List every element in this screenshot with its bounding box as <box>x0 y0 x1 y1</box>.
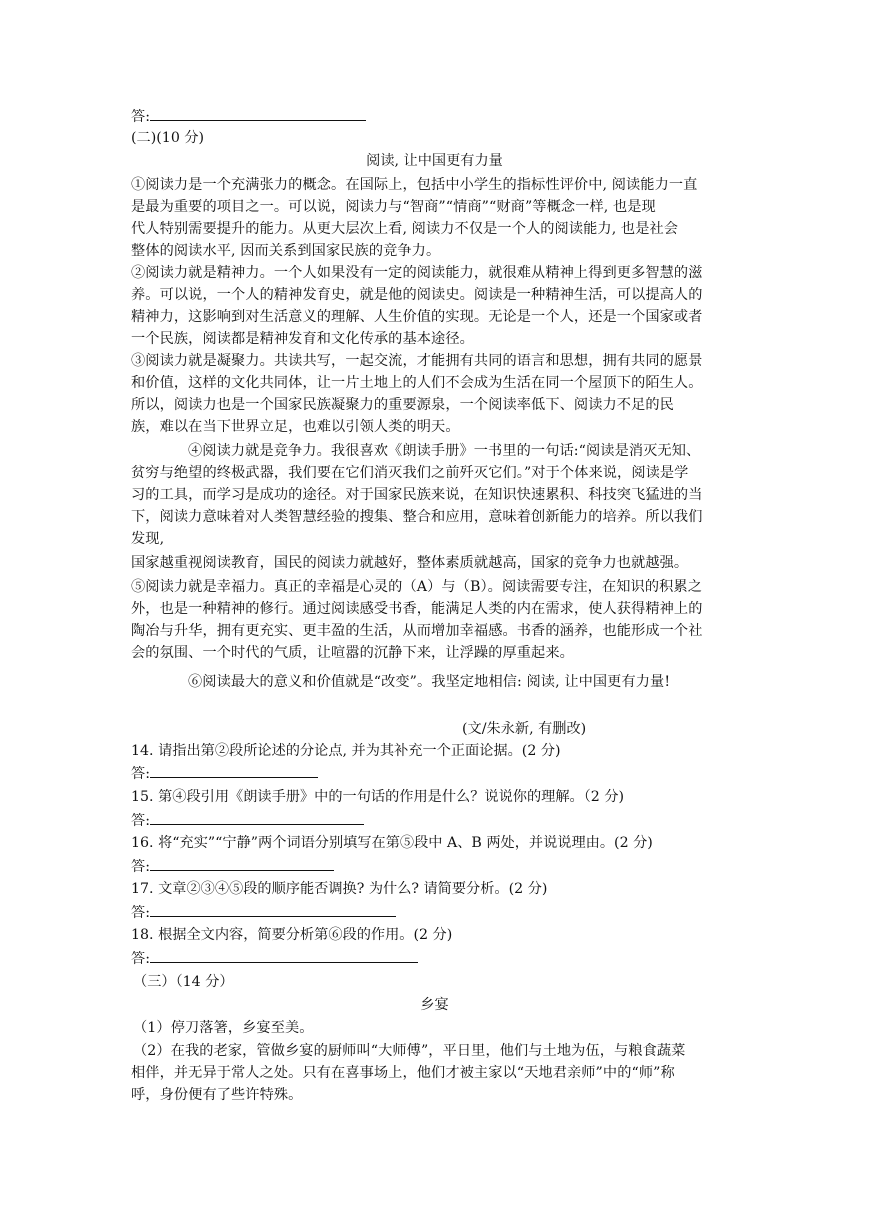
paragraph-line: 发现, <box>131 531 165 547</box>
paragraph-line: 下，阅读力意味着对人类智慧经验的搜集、整合和应用，意味着创新能力的培养。所以我们 <box>131 509 703 525</box>
paragraph-line: 陶冶与升华，拥有更充实、更丰盈的生活，从而增加幸福感。书香的涵养，也能形成一个社 <box>131 623 703 639</box>
paragraph-line: 整体的阅读水平, 因而关系到国家民族的竞争力。 <box>131 243 441 259</box>
paragraph-line: 习的工具，而学习是成功的途径。对于国家民族来说，在知识快速累积、科技突飞猛进的当 <box>131 487 703 503</box>
answer-label: 答: <box>131 109 150 125</box>
answer-label: 答: <box>131 766 150 782</box>
question-16: 16. 将“充实”“宁静”两个词语分别填写在第⑤段中 A、B 两处，并说说理由。(2 分) <box>131 835 653 851</box>
question-15: 15. 第④段引用《朗读手册》中的一句话的作用是什么？说说你的理解。（2 分) <box>131 789 625 805</box>
answer-line-17 <box>131 902 396 923</box>
article-title: 乡宴 <box>420 997 449 1013</box>
answer-label: 答: <box>131 951 150 967</box>
paragraph-line: 外，也是一种精神的修行。通过阅读感受书香，能满足人类的内在需求，使人获得精神上的 <box>131 601 703 617</box>
answer-blank[interactable] <box>150 856 334 871</box>
paragraph-line: 养。可以说，一个人的精神发育史，就是他的阅读史。阅读是一种精神生活，可以提高人的 <box>131 287 703 303</box>
answer-blank[interactable] <box>150 106 366 121</box>
paragraph-line: ②阅读力就是精神力。一个人如果没有一定的阅读能力，就很难从精神上得到更多智慧的滋 <box>131 265 703 281</box>
answer-line-16 <box>131 856 334 877</box>
answer-blank[interactable] <box>150 902 396 917</box>
article-source: (文/朱永新, 有删改) <box>462 721 587 737</box>
paragraph-line: 所以，阅读力也是一个国家民族凝聚力的重要源泉，一个阅读率低下、阅读力不足的民 <box>131 397 674 413</box>
answer-line-18 <box>131 948 418 969</box>
paragraph-line: 精神力，这影响到对生活意义的理解、人生价值的实现。无论是一个人，还是一个国家或者 <box>131 309 703 325</box>
paragraph-line: ⑤阅读力就是幸福力。真正的幸福是心灵的（A）与（B）。阅读需要专注，在知识的积累之 <box>131 579 702 595</box>
answer-line-14 <box>131 763 318 784</box>
paragraph-line: 会的氛围、一个时代的气质，让喧嚣的沉静下来，让浮躁的厚重起来。 <box>131 645 574 661</box>
question-17: 17. 文章②③④⑤段的顺序能否调换? 为什么? 请简要分析。(2 分) <box>131 881 548 897</box>
answer-blank[interactable] <box>150 810 364 825</box>
answer-blank[interactable] <box>150 948 418 963</box>
answer-label: 答: <box>131 859 150 875</box>
paragraph-line: ③阅读力就是凝聚力。共读共写，一起交流，才能拥有共同的语言和思想，拥有共同的愿景 <box>131 353 703 369</box>
paragraph-line: 族，难以在当下世界立足，也难以引领人类的明天。 <box>131 419 460 435</box>
answer-line-15 <box>131 810 364 831</box>
paragraph-line: 代人特别需要提升的能力。从更大层次上看, 阅读力不仅是一个人的阅读能力, 也是社会 <box>131 221 679 237</box>
paragraph-line: （2）在我的老家，管做乡宴的厨师叫“大师傅”，平日里，他们与土地为伍，与粮食蔬菜 <box>133 1043 686 1059</box>
paragraph-line: 是最为重要的项目之一。可以说，阅读力与“智商”“情商”“财商”等概念一样, 也是现 <box>131 199 656 215</box>
paragraph-line: 相伴，并无异于常人之处。只有在喜事场上，他们才被主家以“天地君亲师”中的“师”称 <box>131 1065 675 1081</box>
answer-line-top <box>131 106 366 127</box>
answer-label: 答: <box>131 813 150 829</box>
paragraph-line: 呼，身份便有了些许特殊。 <box>131 1087 303 1103</box>
paragraph-line: 国家越重视阅读教育，国民的阅读力就越好，整体素质就越高，国家的竞争力也就越强。 <box>131 555 689 571</box>
paragraph-line: 和价值，这样的文化共同体，让一片土地上的人们不会成为生活在同一个屋顶下的陌生人。 <box>131 375 703 391</box>
answer-label: 答: <box>131 905 150 921</box>
paragraph-line: 贫穷与绝望的终极武器，我们要在它们消灭我们之前歼灭它们。”对于个体来说，阅读是学 <box>131 465 689 481</box>
answer-blank[interactable] <box>150 763 318 778</box>
section-header: （三）（14 分） <box>133 974 234 990</box>
paragraph-line: ⑥阅读最大的意义和价值就是“改变”。我坚定地相信: 阅读, 让中国更有力量! <box>188 674 671 690</box>
paragraph-line: ④阅读力就是竞争力。我很喜欢《朗读手册》一书里的一句话:“阅读是消灭无知、 <box>188 443 701 459</box>
article-title: 阅读, 让中国更有力量 <box>366 153 503 169</box>
paragraph-line: 一个民族，阅读都是精神发育和文化传承的基本途径。 <box>131 331 474 347</box>
paragraph-line: （1）停刀落箸，乡宴至美。 <box>133 1020 314 1036</box>
paragraph-line: ①阅读力是一个充满张力的概念。在国际上，包括中小学生的指标性评价中, 阅读能力一直 <box>131 177 698 193</box>
section-header: (二)(10 分) <box>131 130 205 146</box>
question-18: 18. 根据全文内容，简要分析第⑥段的作用。(2 分) <box>131 927 453 943</box>
question-14: 14. 请指出第②段所论述的分论点, 并为其补充一个正面论据。(2 分) <box>131 743 561 759</box>
